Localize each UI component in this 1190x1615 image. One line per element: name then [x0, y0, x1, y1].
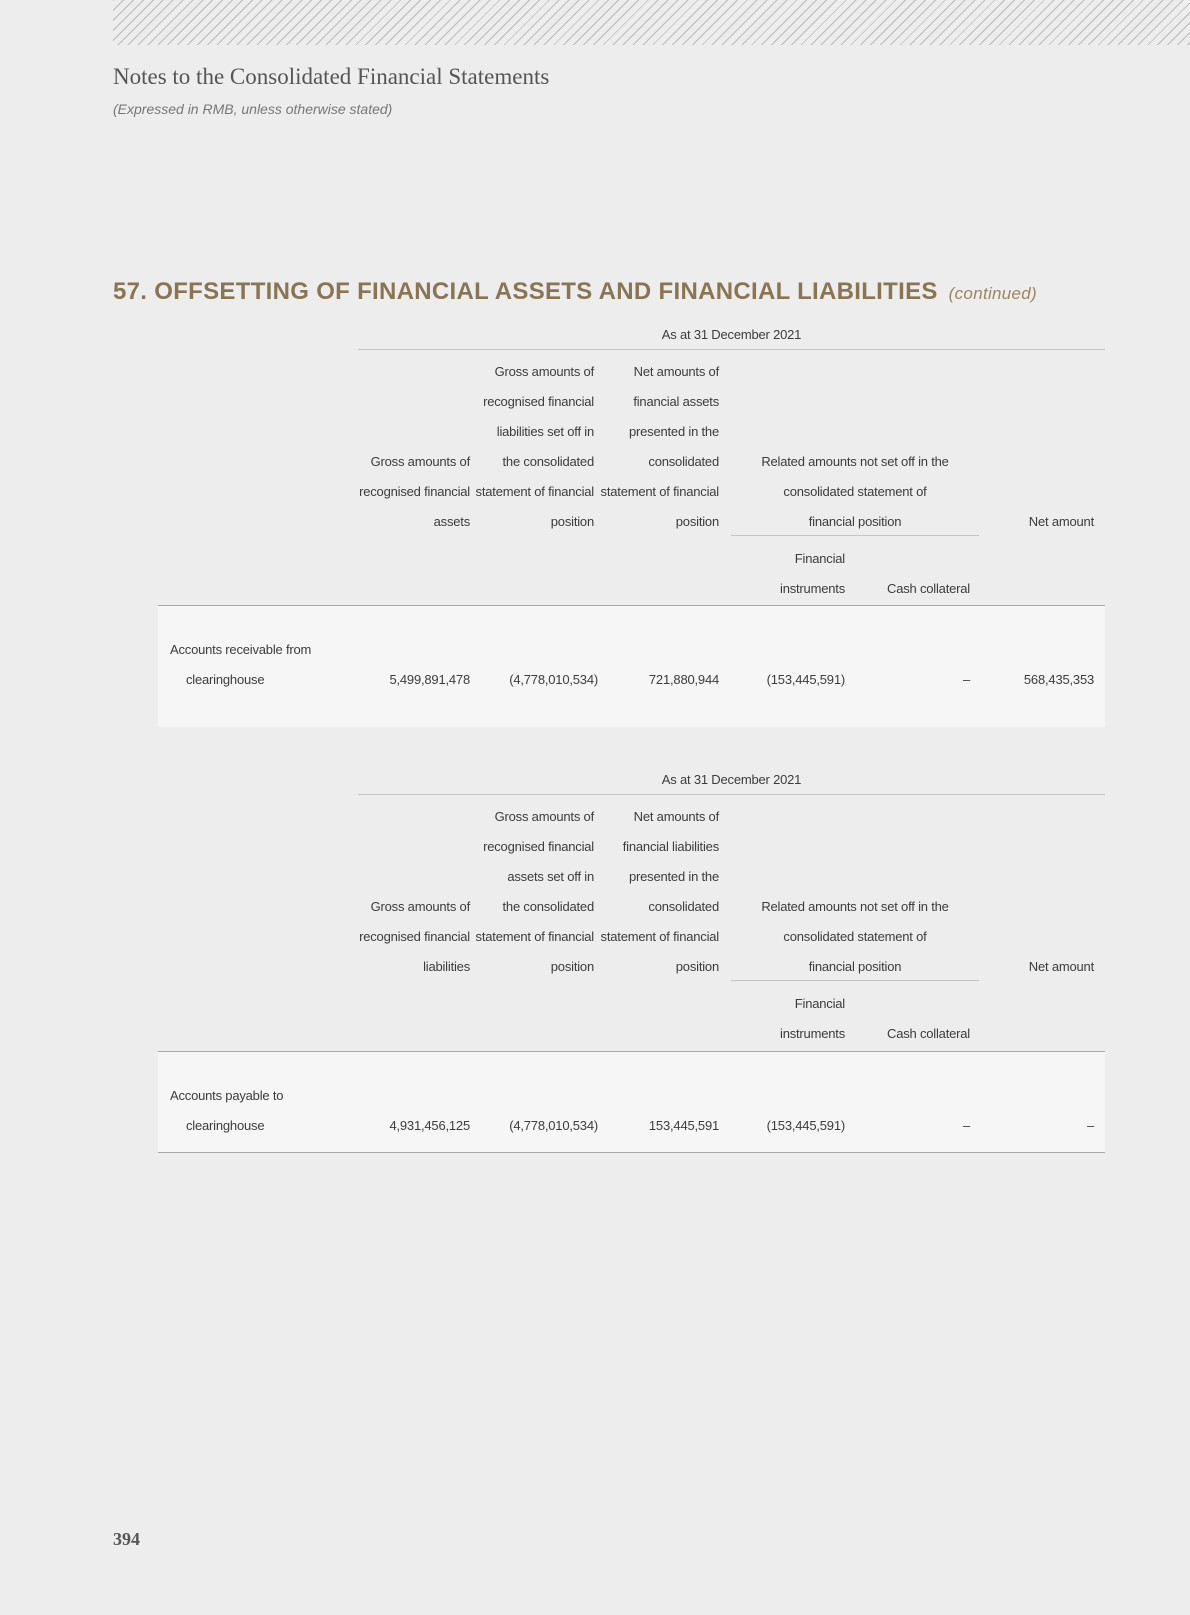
related-rule [731, 535, 979, 536]
cell-cash-collateral: – [962, 1118, 970, 1133]
col-header-netpresented-line2: financial liabilities [622, 839, 719, 854]
col-header-setoff-line2: recognised financial [483, 839, 594, 854]
table-row [158, 606, 1105, 727]
col-header-netpresented-line2: financial assets [633, 394, 719, 409]
col-header-net-amount: Net amount [1028, 514, 1094, 529]
col-header-related-line3: financial position [808, 514, 902, 529]
period-rule [358, 794, 1105, 795]
col-header-netpresented-line3: presented in the [628, 869, 719, 884]
col-header-setoff-line1: Gross amounts of [494, 364, 594, 379]
row-label-line1: Accounts receivable from [170, 642, 312, 657]
col-header-setoff-line6: position [550, 959, 594, 974]
col-header-setoff-line6: position [550, 514, 594, 529]
col-header-setoff-line4: the consolidated [502, 899, 594, 914]
col-header-fininstr-line1: Financial [794, 996, 845, 1011]
col-header-related-line2: consolidated statement of [783, 484, 927, 499]
cell-net-presented: 721,880,944 [648, 672, 719, 687]
col-header-fininstr-line1: Financial [794, 551, 845, 566]
section-continued: (continued) [948, 284, 1038, 303]
col-header-netpresented-line5: statement of financial [600, 929, 719, 944]
running-header-subtitle: (Expressed in RMB, unless otherwise stated) [113, 101, 393, 117]
col-header-netpresented-line4: consolidated [648, 899, 719, 914]
table-row [158, 1052, 1105, 1152]
related-rule [731, 980, 979, 981]
col-header-setoff-line5: statement of financial [475, 484, 594, 499]
col-header-netpresented-line5: statement of financial [600, 484, 719, 499]
col-header-setoff-line5: statement of financial [475, 929, 594, 944]
col-header-related-line1: Related amounts not set off in the [761, 899, 949, 914]
col-header-netpresented-line3: presented in the [628, 424, 719, 439]
period-rule [358, 349, 1105, 350]
cell-gross: 5,499,891,478 [389, 672, 470, 687]
col-header-fininstr-line2: instruments [780, 581, 845, 596]
cell-net-amount: 568,435,353 [1023, 672, 1094, 687]
col-header-netpresented-line6: position [675, 959, 719, 974]
cell-set-off: (4,778,010,534) [509, 1118, 598, 1133]
table-period-header: As at 31 December 2021 [661, 327, 802, 342]
col-header-setoff-line1: Gross amounts of [494, 809, 594, 824]
section-heading: OFFSETTING OF FINANCIAL ASSETS AND FINANCIAL LIABILITIES [154, 278, 938, 305]
cell-financial-instruments: (153,445,591) [766, 1118, 845, 1133]
col-header-gross-line3: liabilities [423, 959, 470, 974]
col-header-cash-collateral: Cash collateral [887, 581, 970, 596]
col-header-related-line1: Related amounts not set off in the [761, 454, 949, 469]
col-header-fininstr-line2: instruments [780, 1026, 845, 1041]
col-header-net-amount: Net amount [1028, 959, 1094, 974]
cell-cash-collateral: – [962, 672, 970, 687]
offsetting-table-liabilities [158, 765, 1105, 1165]
cell-set-off: (4,778,010,534) [509, 672, 598, 687]
section-title [113, 278, 1037, 306]
table-bottom-rule [158, 1152, 1105, 1153]
col-header-gross-line1: Gross amounts of [370, 899, 470, 914]
col-header-setoff-line2: recognised financial [483, 394, 594, 409]
page-number: 394 [113, 1529, 140, 1549]
table-period-header: As at 31 December 2021 [661, 772, 802, 787]
header-hatch-band [113, 0, 1190, 45]
row-label-line1: Accounts payable to [170, 1088, 284, 1103]
col-header-setoff-line3: assets set off in [507, 869, 594, 884]
col-header-setoff-line4: the consolidated [502, 454, 594, 469]
col-header-gross-line2: recognised financial [359, 484, 470, 499]
cell-net-presented: 153,445,591 [648, 1118, 719, 1133]
col-header-setoff-line3: liabilities set off in [496, 424, 594, 439]
col-header-netpresented-line4: consolidated [648, 454, 719, 469]
section-number: 57. [113, 278, 148, 305]
col-header-netpresented-line1: Net amounts of [633, 364, 719, 379]
cell-net-amount: – [1086, 1118, 1094, 1133]
col-header-related-line2: consolidated statement of [783, 929, 927, 944]
col-header-related-line3: financial position [808, 959, 902, 974]
col-header-gross-line1: Gross amounts of [370, 454, 470, 469]
col-header-netpresented-line6: position [675, 514, 719, 529]
col-header-gross-line2: recognised financial [359, 929, 470, 944]
col-header-gross-line3: assets [433, 514, 470, 529]
col-header-cash-collateral: Cash collateral [887, 1026, 970, 1041]
row-label-line2: clearinghouse [186, 1118, 265, 1133]
cell-gross: 4,931,456,125 [389, 1118, 470, 1133]
col-header-netpresented-line1: Net amounts of [633, 809, 719, 824]
row-label-line2: clearinghouse [186, 672, 265, 687]
running-header-title: Notes to the Consolidated Financial Statements [113, 64, 550, 89]
offsetting-table-assets [158, 320, 1105, 730]
cell-financial-instruments: (153,445,591) [766, 672, 845, 687]
